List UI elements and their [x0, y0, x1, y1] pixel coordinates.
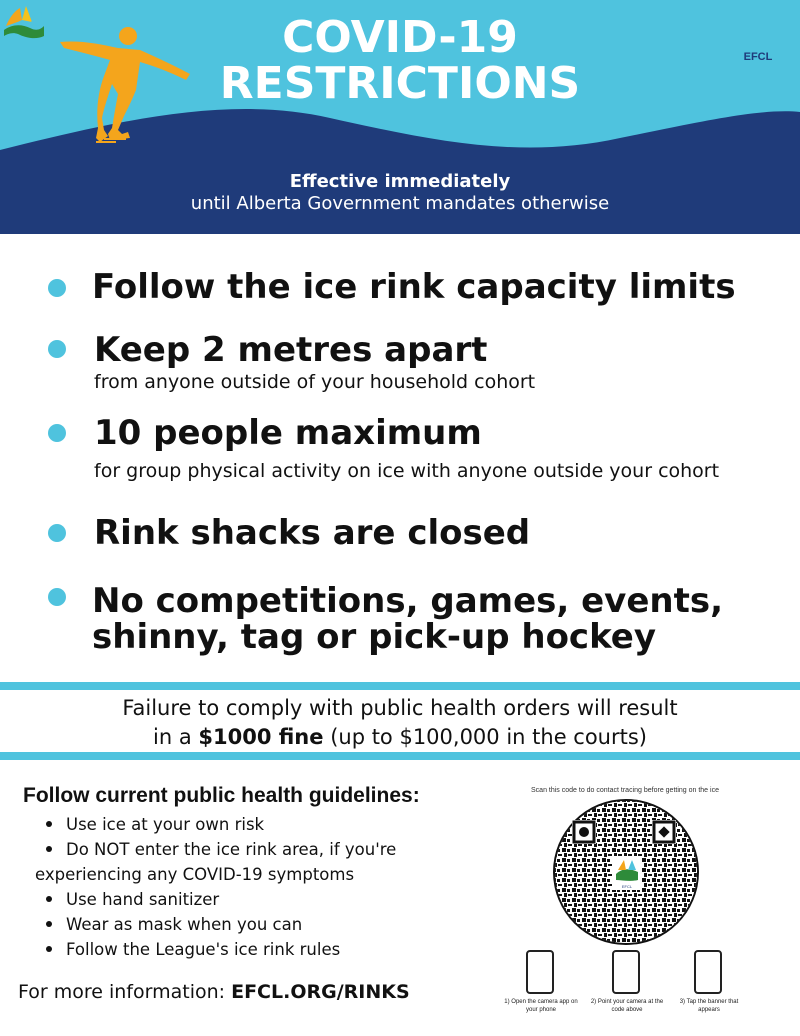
page-title-line2: RESTRICTIONS — [219, 58, 581, 109]
guidelines-heading: Follow current public health guidelines: — [23, 784, 420, 807]
rule-heading: Keep 2 metres apart — [94, 330, 488, 370]
bullet-dot — [48, 279, 66, 297]
list-item: Do NOT enter the ice rink area, if you're — [46, 840, 396, 859]
rule-heading: 10 people maximum — [94, 413, 482, 453]
divider-band-bottom — [0, 752, 800, 760]
list-item-continuation: experiencing any COVID-19 symptoms — [35, 865, 355, 884]
page-title-line1: COVID-19 — [282, 12, 518, 63]
qr-code-icon[interactable] — [552, 798, 700, 946]
list-item: Wear as mask when you can — [46, 915, 302, 934]
more-info-link[interactable]: EFCL.ORG/RINKS — [231, 981, 410, 1003]
bullet-dot — [46, 946, 52, 952]
rule-subtext: from anyone outside of your household cohort — [94, 371, 536, 393]
fine-line2: in a $1000 fine (up to $100,000 in the courts) — [153, 725, 647, 749]
bullet-dot — [48, 340, 66, 358]
qr-caption: Scan this code to do contact tracing before getting on the ice — [531, 787, 719, 794]
qr-step-1: 1) Open the camera app on your phone — [504, 999, 578, 1013]
header-banner — [0, 0, 800, 234]
qr-step-2: 2) Point your camera at the code above — [590, 999, 664, 1013]
bullet-dot — [48, 524, 66, 542]
more-info: For more information: EFCL.ORG/RINKS — [18, 981, 410, 1003]
rule-heading-line2: shinny, tag or pick-up hockey — [92, 617, 657, 657]
bullet-dot — [48, 588, 66, 606]
effective-text: Effective immediately — [289, 171, 511, 192]
svg-text:EFCL: EFCL — [621, 884, 633, 889]
phone-camera-icon — [526, 950, 554, 994]
bullet-dot — [46, 896, 52, 902]
list-item: Use ice at your own risk — [46, 815, 264, 834]
bullet-dot — [46, 821, 52, 827]
fine-line1: Failure to comply with public health orders will result — [122, 696, 678, 720]
rule-heading: No competitions, games, events, — [92, 581, 724, 621]
efcl-logo-icon — [0, 0, 46, 50]
phone-scan-icon — [612, 950, 640, 994]
list-item: Use hand sanitizer — [46, 890, 219, 909]
phone-banner-icon — [694, 950, 722, 994]
bullet-dot — [46, 846, 52, 852]
divider-band-top — [0, 682, 800, 690]
bullet-dot — [46, 921, 52, 927]
rule-heading: Follow the ice rink capacity limits — [92, 267, 736, 307]
list-item: Follow the League's ice rink rules — [46, 940, 340, 959]
fine-amount: $1000 fine — [198, 725, 324, 749]
until-text: until Alberta Government mandates otherwise — [190, 193, 610, 214]
bullet-dot — [48, 424, 66, 442]
rule-heading: Rink shacks are closed — [94, 513, 531, 553]
logo-text: EFCL — [743, 51, 773, 63]
qr-step-3: 3) Tap the banner that appears — [679, 999, 739, 1013]
rule-subtext: for group physical activity on ice with anyone outside your cohort — [94, 460, 720, 482]
